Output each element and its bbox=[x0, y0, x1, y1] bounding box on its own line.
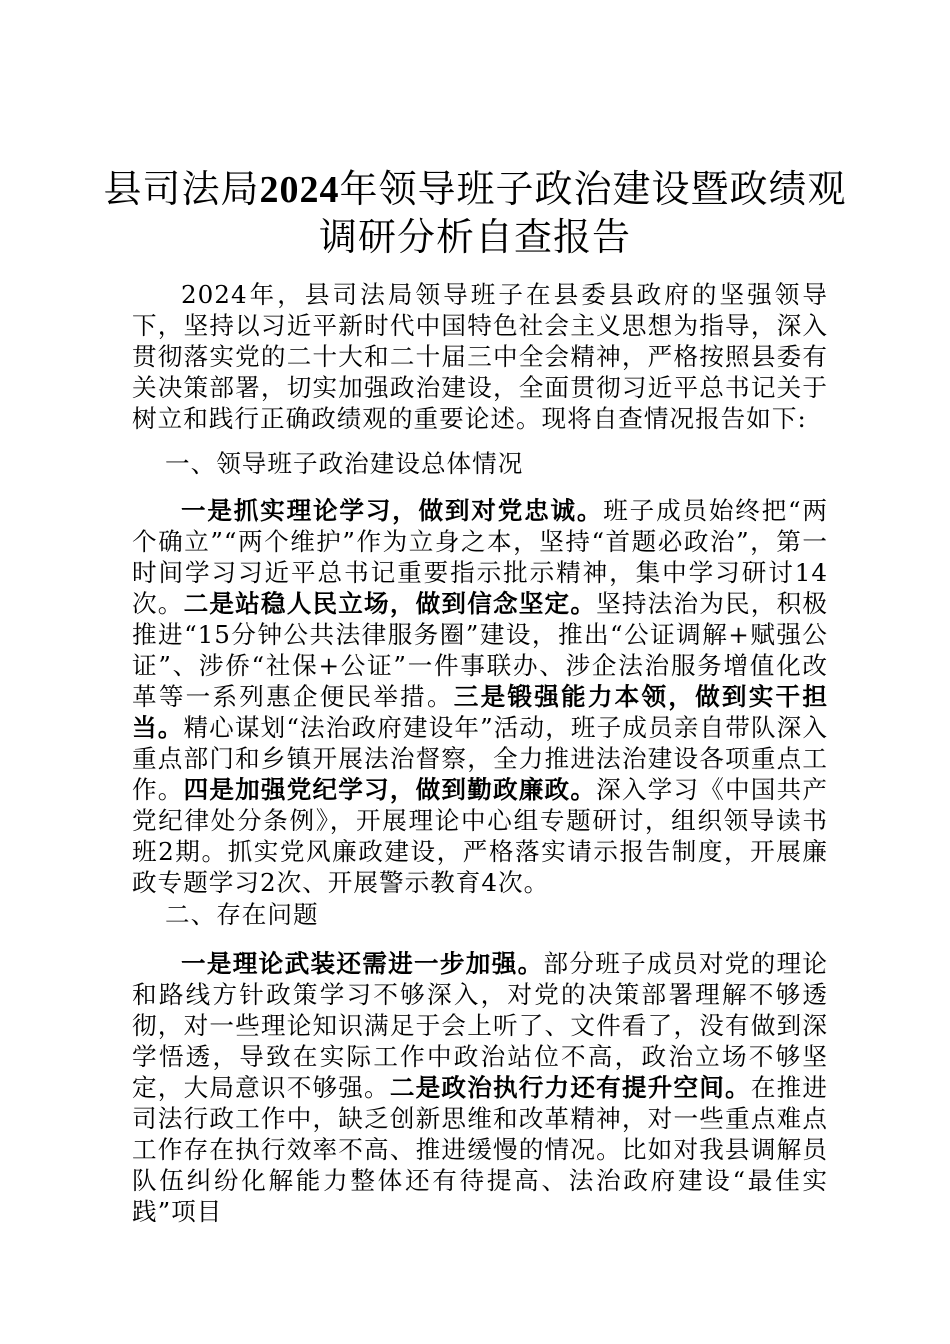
point-2-heading: 二是站稳人民立场，做到信念坚定。 bbox=[183, 589, 597, 618]
problem-1-text: 部分班子成员对党的理论和路线方针政策学习不够深入，对党的决策部署理解不够透彻，对一些理论知识满足于会上听了、文件看了，没有做到深学悟透，导致在实际工作中政治站位不高，政治立场不够坚定，大局意识不够强。 bbox=[132, 949, 828, 1102]
title-year: 2024 bbox=[259, 169, 340, 211]
document-title-line-2: 调研分析自查报告 bbox=[318, 215, 631, 259]
problem-2-text: 在推进司法行政工作中，缺乏创新思维和改革精神，对一些重点难点工作存在执行效率不高、推进缓慢的情况。比如对我县调解员队伍纠纷化解能力整体还有待提高、法治政府建设“最佳实践”项目 bbox=[132, 1073, 828, 1226]
section-overview-paragraph bbox=[132, 495, 828, 898]
section-heading-problems: 二、存在问题 bbox=[165, 900, 319, 929]
point-3-text: 精心谋划“法治政府建设年”活动，班子成员亲自带队深入重点部门和乡镇开展法治督察，全力推进法治建设各项重点工作。 bbox=[132, 713, 828, 804]
document-title-line-1 bbox=[100, 165, 850, 214]
point-4-heading: 四是加强党纪学习，做到勤政廉政。 bbox=[183, 775, 597, 804]
point-4-text: 深入学习《中国共产党纪律处分条例》，开展理论中心组专题研讨，组织领导读书班2期。抓实党风廉政建设，严格落实请示报告制度，开展廉政专题学习2次、开展警示教育4次。 bbox=[132, 775, 828, 897]
point-2-text: 坚持法治为民，积极推进“15分钟公共法律服务圈”建设，推出“公证调解+赋强公证”、涉侨“社保+公证”一件事联办、涉企法治服务增值化改革等一系列惠企便民举措。 bbox=[132, 589, 828, 711]
point-1-heading: 一是抓实理论学习，做到对党忠诚。 bbox=[181, 496, 604, 525]
problem-2-heading: 二是政治执行力还有提升空间。 bbox=[389, 1073, 751, 1102]
point-1-text: 班子成员始终把“两个确立”“两个维护”作为立身之本，坚持“首题必政治”，第一时间学习习近平总书记重要指示批示精神，集中学习研讨14次。 bbox=[132, 496, 828, 618]
title-prefix: 县司法局 bbox=[103, 167, 260, 211]
point-3-heading: 三是锻强能力本领，做到实干担当。 bbox=[132, 682, 828, 742]
section-problems-paragraph bbox=[132, 948, 828, 1227]
problem-1-heading: 一是理论武装还需进一步加强。 bbox=[181, 949, 544, 978]
section-heading-overview: 一、领导班子政治建设总体情况 bbox=[165, 449, 524, 478]
title-suffix: 年领导班子政治建设暨政绩观 bbox=[339, 167, 847, 211]
intro-paragraph: 2024年，县司法局领导班子在县委县政府的坚强领导下，坚持以习近平新时代中国特色社会主义思想为指导，深入贯彻落实党的二十大和二十届三中全会精神，严格按照县委有关决策部署，切实加强政治建设，全面贯彻习近平总书记关于树立和践行正确政绩观的重要论述。现将自查情况报告如下: bbox=[132, 280, 828, 433]
